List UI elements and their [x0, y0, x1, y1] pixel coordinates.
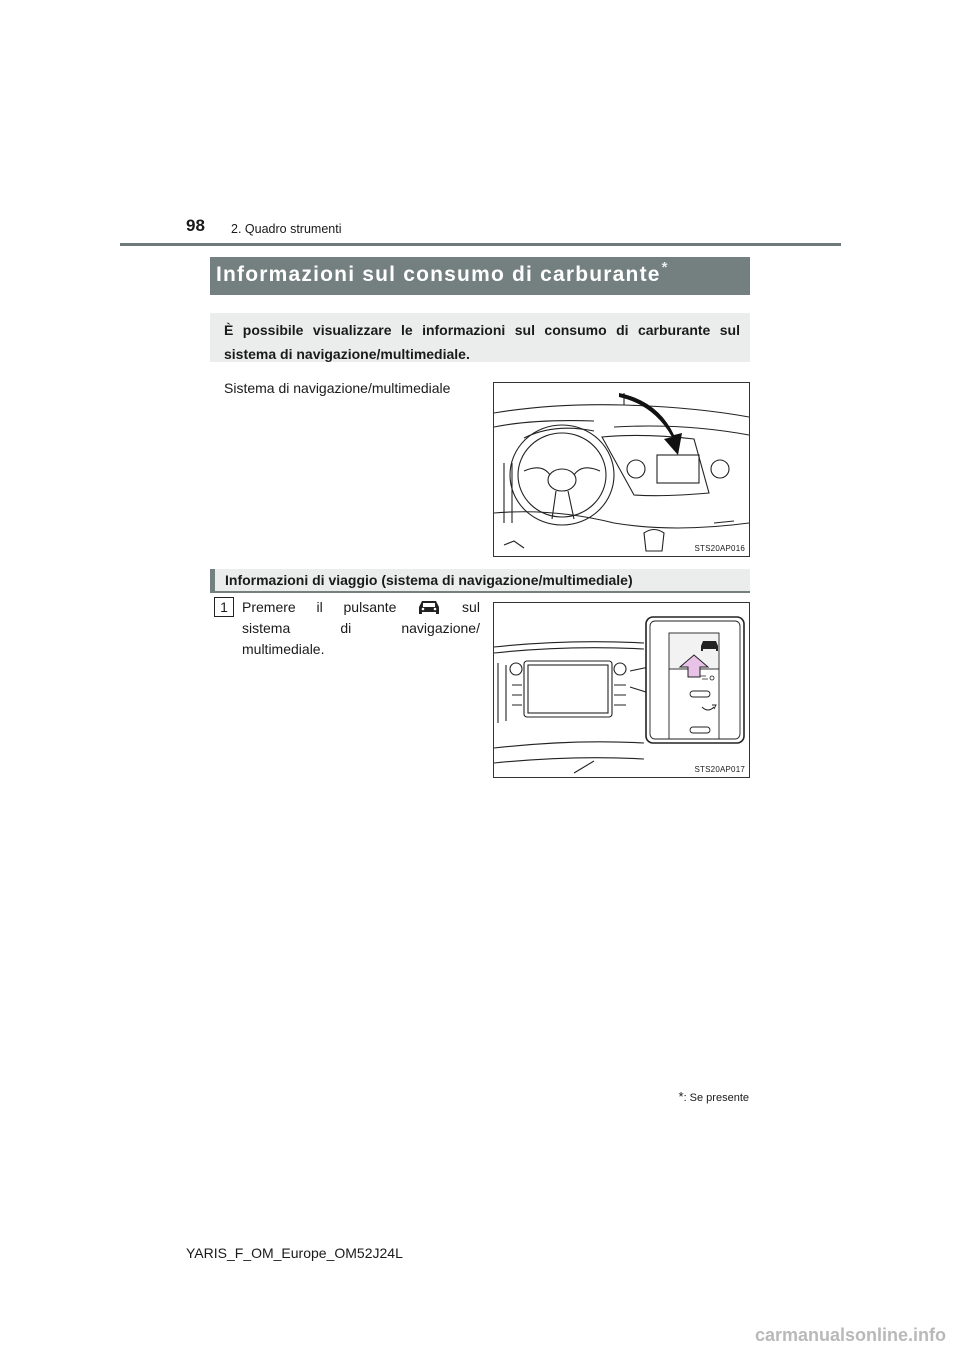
multimedia-illustration — [493, 602, 750, 778]
footnote-star: * — [678, 1089, 684, 1104]
footnote — [679, 1089, 750, 1104]
page-number: 98 — [186, 216, 205, 235]
dashboard-illustration — [493, 382, 750, 557]
step-word: il — [316, 599, 323, 615]
dashboard-drawing — [494, 383, 749, 556]
multimedia-drawing — [494, 603, 749, 777]
section-title-bar — [210, 257, 750, 295]
figure-code: STS20AP016 — [694, 544, 745, 553]
step-word: navigazione/ — [401, 620, 480, 636]
asterisk-mark: * — [661, 259, 669, 276]
step-word: pulsante — [343, 599, 397, 615]
step-word: sul — [462, 599, 480, 615]
step-number: 1 — [214, 597, 234, 617]
step-word: multimediale. — [242, 641, 325, 657]
footnote-text: : Se presente — [683, 1092, 749, 1104]
step-instruction — [242, 597, 480, 660]
step-word: di — [340, 620, 352, 636]
section-title: Informazioni sul consumo di carburante — [216, 263, 661, 286]
watermark: carmanualsonline.info — [754, 1325, 946, 1345]
header-rule — [120, 243, 841, 246]
chapter-title: 2. Quadro strumenti — [231, 222, 342, 236]
subsection-title: Informazioni di viaggio (sistema di navigazione/multimediale) — [210, 569, 750, 593]
car-icon — [417, 599, 441, 617]
step-word: Premere — [242, 599, 296, 615]
intro-box: È possibile visualizzare le informazioni sul consumo di carburante sul sistema di navigazione/multimediale. — [210, 313, 750, 362]
figure-code: STS20AP017 — [694, 765, 745, 774]
figure-caption: Sistema di navigazione/multimediale — [224, 380, 451, 396]
step-word: sistema — [242, 620, 291, 636]
document-id: YARIS_F_OM_Europe_OM52J24L — [186, 1245, 403, 1261]
